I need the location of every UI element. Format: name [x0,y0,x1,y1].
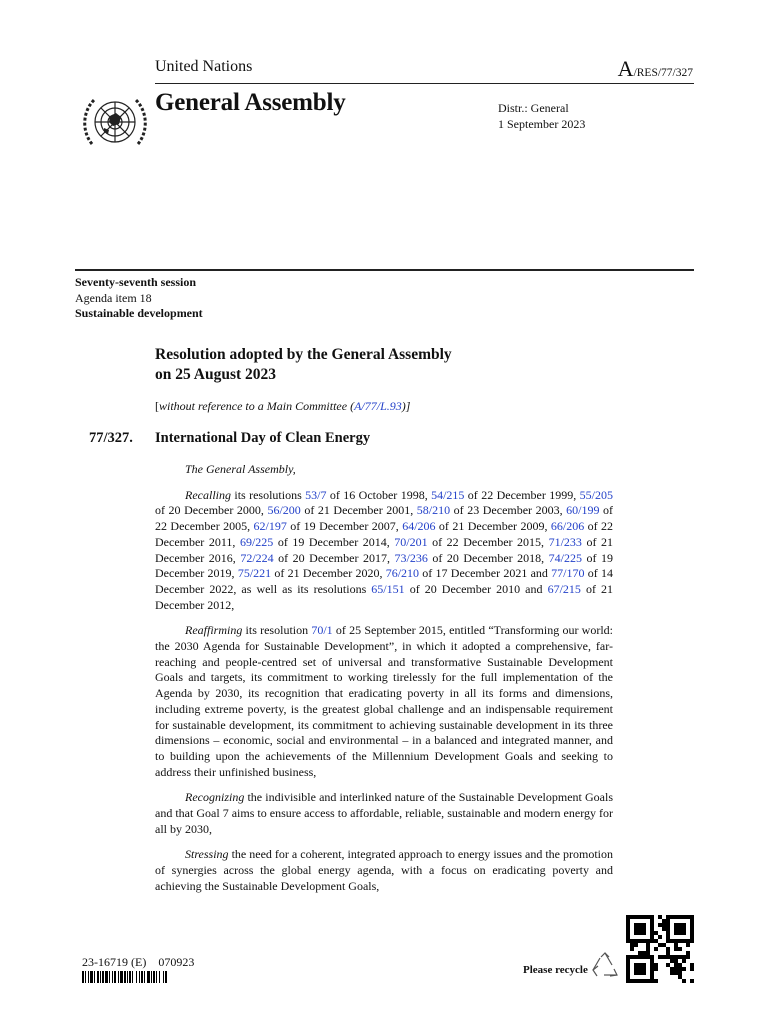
resolution-link[interactable]: 60/199 [566,503,600,518]
recycle-label: Please recycle [523,964,588,976]
agenda-item: Agenda item 18 [75,290,152,305]
issue-date: 1 September 2023 [498,117,586,131]
text: of 21 December 2016, [155,534,614,565]
resolution-link[interactable]: 70/1 [311,623,333,638]
agenda-topic: Sustainable development [75,306,203,320]
paragraph-recalling [155,488,613,614]
resolution-link[interactable]: 55/205 [579,487,613,502]
resolution-link[interactable]: 58/210 [416,503,451,518]
resolution-link[interactable]: 53/7 [305,487,327,502]
heading-line-1: Resolution adopted by the General Assembly [155,346,452,363]
distribution: Distr.: General [498,101,569,115]
section-rule [75,269,694,271]
text: of 17 December 2021 and [419,566,552,581]
text: of 21 December 2020, [271,566,386,581]
preamble-intro [155,462,613,478]
text: of 21 December 2012, [155,581,613,612]
committee-note [155,399,410,414]
un-emblem-icon [80,92,150,154]
job-number: 23-16719 (E) 070923 [82,955,195,969]
symbol-letter: A [617,56,634,81]
resolution-link[interactable]: 77/170 [551,566,585,581]
resolution-link[interactable]: 76/210 [385,566,420,581]
text: its resolutions [230,487,306,502]
resolution-link[interactable]: 71/233 [548,534,582,549]
symbol-rest: /RES/77/327 [633,67,693,79]
recycle-icon [592,952,618,978]
text: of 20 December 2010 and [404,581,548,596]
text: of 14 December 2022, as well as its resolutions [155,566,614,596]
text: of 20 December 2018, [427,550,549,565]
committee-text: without reference to a Main Committee [159,399,348,413]
resolution-link[interactable]: 69/225 [239,534,274,549]
draft-link[interactable]: A/77/L.93 [354,399,402,413]
resolution-link[interactable]: 75/221 [237,566,272,581]
text: the need for a coherent, integrated approach to energy issues and the promotion of synergies across the global energy agenda, with a focus on eradicating poverty and achieving the Sustainable Development Goals, [155,847,613,893]
resolution-link[interactable]: 73/236 [394,550,428,565]
resolution-link[interactable]: 56/200 [267,503,301,518]
lead-word: Stressing [185,847,229,862]
header-rule [155,83,694,84]
resolution-link[interactable]: 67/215 [547,581,581,596]
paren-close: )] [401,399,411,413]
lead-word: Reaffirming [185,623,243,638]
resolution-link[interactable]: 74/225 [548,550,582,565]
text: of 16 October 1998, [326,487,432,502]
paragraph-reaffirming [155,623,613,780]
general-assembly-intro: The General Assembly, [185,462,296,476]
text: of 19 December 2007, [286,519,403,534]
resolution-title: International Day of Clean Energy [155,430,371,446]
session-block [75,275,203,322]
heading-line-2: on 25 August 2023 [155,366,277,383]
text: of 19 December 2014, [273,534,395,549]
resolution-link[interactable]: 65/151 [371,581,405,596]
document-symbol [618,56,693,82]
paren-open: ( [347,399,355,413]
text: of 22 December 2015, [427,534,549,549]
body-title: General Assembly [155,89,346,116]
text: its resolution [242,623,312,638]
resolution-heading [155,345,575,385]
resolution-link[interactable]: 64/206 [402,519,436,534]
resolution-number: 77/327. [89,430,133,446]
lead-word: Recalling [185,487,231,502]
resolution-link[interactable]: 70/201 [394,534,428,549]
qr-code-icon [626,915,694,983]
text: of 21 December 2009, [435,519,551,534]
text: of 19 December 2019, [155,550,614,581]
text: of 22 December 1999, [464,487,580,502]
text: of 23 December 2003, [450,503,567,518]
text: of 21 December 2001, [300,503,417,518]
distribution-block [498,100,585,132]
resolution-link[interactable]: 62/197 [253,519,287,534]
paragraph-recognizing [155,790,613,837]
session-name: Seventy-seventh session [75,275,197,289]
resolution-link[interactable]: 66/206 [550,519,585,534]
text: the indivisible and interlinked nature of the Sustainable Development Goals and that Goal 7 aims to ensure access to affordable, reliable, sustainable and modern energy for all by 2030, [155,790,613,836]
text: of 20 December 2000, [155,503,268,518]
bracket-open: [ [155,399,159,413]
paragraph-stressing [155,847,613,894]
barcode [82,971,210,983]
text: of 25 September 2015, entitled “Transforming our world: the 2030 Agenda for Sustainable Development”, in which it adopted a comprehensive, far-reaching and people-centred set of universal and transformative Sustainable Development Goals and targets, its commitment to working tirelessly for the full implementation of the Agenda by 2030, its recognition that eradicating poverty in all its forms and dimensions, including extreme poverty, is the greatest global challenge and an indispensable requirement for sustainable development, its commitment to achieving sustainable development in its three dimensions – economic, social and environmental – in a balanced and integrated manner, and to building upon the achievements of the Millennium Development Goals and seeking to address their unfinished business, [155,623,613,779]
text: of 20 December 2017, [273,550,395,565]
text: of 22 December 2011, [155,519,614,549]
lead-word: Recognizing [185,790,245,805]
text: of 22 December 2005, [155,503,614,534]
resolution-link[interactable]: 72/224 [240,550,274,565]
resolution-link[interactable]: 54/215 [431,487,465,502]
organization-name: United Nations [155,58,253,75]
resolution-body [155,462,613,905]
